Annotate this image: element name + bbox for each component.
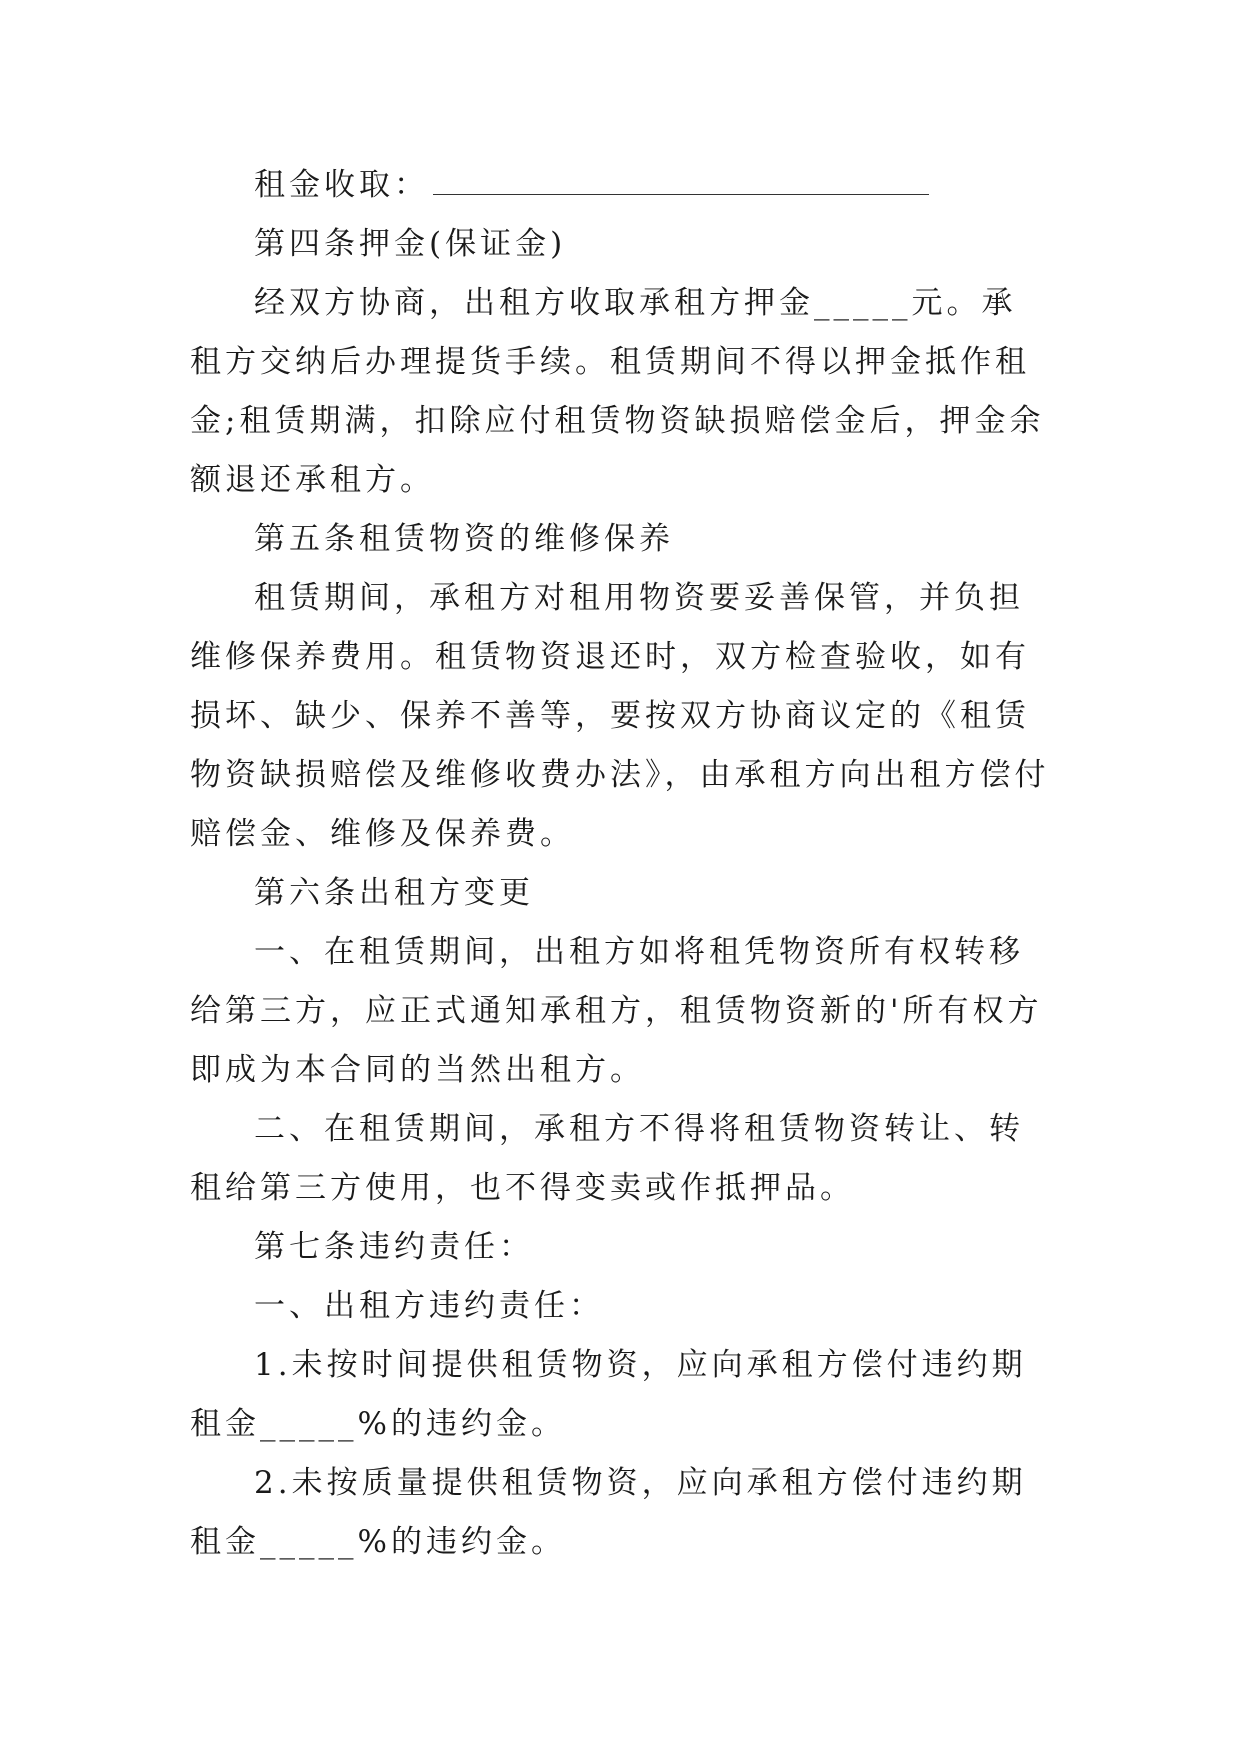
article-6-clause-2: 二、在租赁期间，承租方不得将租赁物资转让、转租给第三方使用，也不得变卖或作抵押品。 [190, 1111, 1024, 1206]
article-7-item-1: 1.未按时间提供租赁物资，应向承租方偿付违约期租金_____%的违约金。 [190, 1347, 1027, 1442]
rent-collection-blank [433, 164, 929, 195]
article-5-heading: 第五条租赁物资的维修保养 [254, 521, 674, 557]
document-body [190, 156, 1050, 1572]
article-4-body: 经双方协商，出租方收取承租方押金_____元。承租方交纳后办理提货手续。租赁期间不得以押金抵作租金;租赁期满，扣除应付租赁物资缺损赔偿金后，押金余额退还承租方。 [190, 285, 1045, 498]
article-7-subheading: 一、出租方违约责任： [254, 1288, 604, 1324]
rent-collection-line [190, 156, 1050, 215]
article-7-item-2: 2.未按质量提供租赁物资，应向承租方偿付违约期租金_____%的违约金。 [190, 1465, 1027, 1560]
article-6-heading: 第六条出租方变更 [254, 875, 534, 911]
article-7-heading: 第七条违约责任： [254, 1229, 534, 1265]
article-4-heading: 第四条押金(保证金) [254, 226, 567, 262]
article-5-body: 租赁期间，承租方对租用物资要妥善保管，并负担维修保养费用。租赁物资退还时，双方检查验收，如有损坏、缺少、保养不善等，要按双方协商议定的《租赁物资缺损赔偿及维修收费办法》，由承租方向出租方偿付赔偿金、维修及保养费。 [190, 580, 1050, 852]
rent-collection-label: 租金收取： [254, 167, 429, 203]
article-6-clause-1: 一、在租赁期间，出租方如将租凭物资所有权转移给第三方，应正式通知承租方，租赁物资新的'所有权方即成为本合同的当然出租方。 [190, 934, 1043, 1088]
